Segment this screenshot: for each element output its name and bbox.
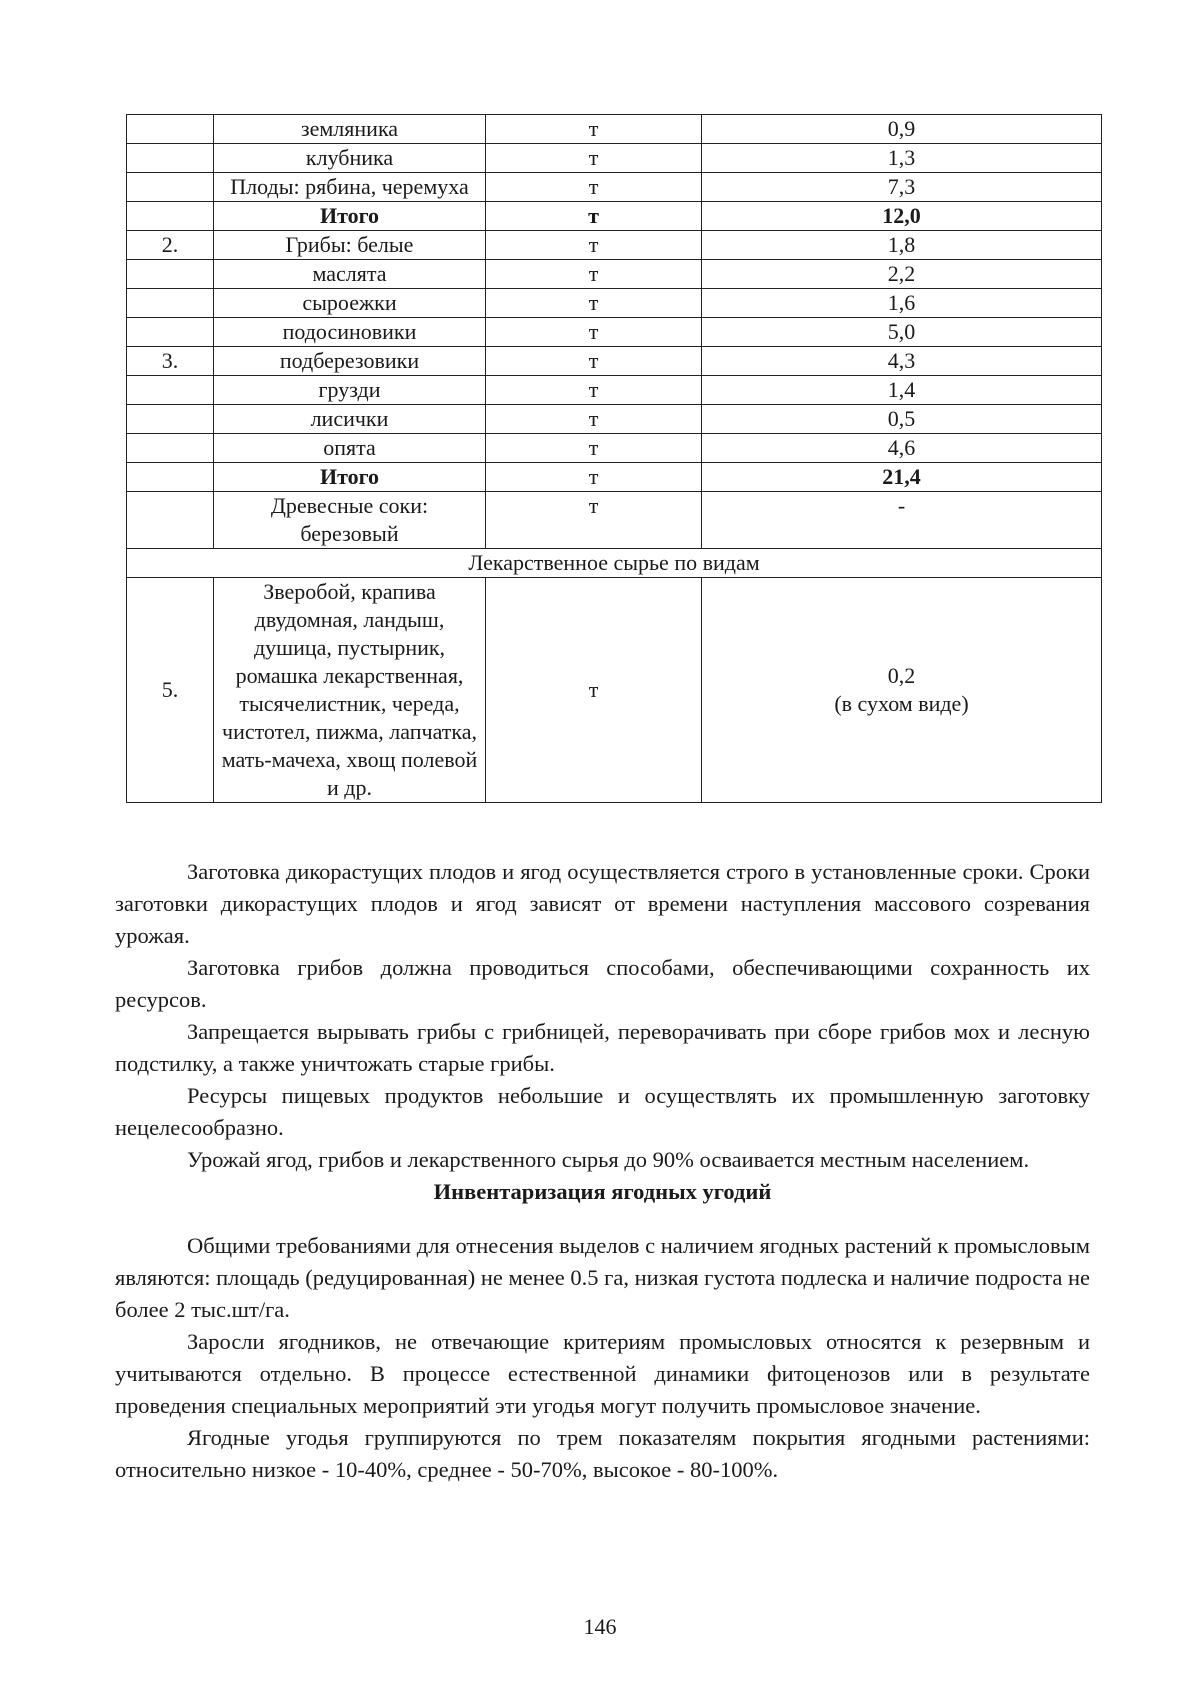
row-number xyxy=(127,115,214,144)
value: 21,4 xyxy=(702,463,1102,492)
table-row-total xyxy=(127,463,1102,492)
resource-name: Грибы: белые xyxy=(214,231,486,260)
table-row xyxy=(127,434,1102,463)
value: 5,0 xyxy=(702,318,1102,347)
page-number: 146 xyxy=(583,1614,617,1639)
paragraph: Заготовка дикорастущих плодов и ягод осуществляется строго в установленные сроки. Сроки заготовки дикорастущих плодов и ягод зависят от времени наступления массового созревания урожая. xyxy=(115,859,1090,948)
unit: т xyxy=(486,463,702,492)
table-row xyxy=(127,260,1102,289)
row-number xyxy=(127,318,214,347)
row-number xyxy=(127,202,214,231)
section-header: Лекарственное сырье по видам xyxy=(127,549,1102,578)
unit: т xyxy=(486,434,702,463)
row-number xyxy=(127,463,214,492)
value: 7,3 xyxy=(702,173,1102,202)
row-number xyxy=(127,492,214,549)
row-number: 5. xyxy=(127,578,214,803)
table-row xyxy=(127,289,1102,318)
table-row xyxy=(127,405,1102,434)
paragraph: Заросли ягодников, не отвечающие критериям промысловых относятся к резервным и учитываются отдельно. В процессе естественной динамики фитоценозов или в результате проведения специальных мероприятий эти угодья могут получить промысловое значение. xyxy=(115,1329,1090,1418)
value: 0,5 xyxy=(702,405,1102,434)
value: 4,3 xyxy=(702,347,1102,376)
value xyxy=(702,578,1102,803)
paragraph: Ресурсы пищевых продуктов небольшие и осуществлять их промышленную заготовку нецелесообразно. xyxy=(115,1083,1090,1140)
value-note: (в сухом виде) xyxy=(834,691,969,716)
paragraph: Запрещается вырывать грибы с грибницей, переворачивать при сборе грибов мох и лесную подстилку, а также уничтожать старые грибы. xyxy=(115,1019,1090,1076)
table-row xyxy=(127,144,1102,173)
row-number xyxy=(127,405,214,434)
resource-name: Зверобой, крапива двудомная, ландыш, душица, пустырник, ромашка лекарственная, тысячелистник, череда, чистотел, пижма, лапчатка, мать-мачеха, хвощ полевой и др. xyxy=(214,578,486,803)
value: 1,4 xyxy=(702,376,1102,405)
paragraph: Общими требованиями для отнесения выделов с наличием ягодных растений к промысловым являются: площадь (редуцированная) не менее 0.5 га, низкая густота подлеска и наличие подроста не более 2 тыс.шт/га. xyxy=(115,1233,1090,1322)
unit: т xyxy=(486,347,702,376)
unit: т xyxy=(486,115,702,144)
resource-name: Древесные соки: березовый xyxy=(214,492,486,549)
table-row-medicinal xyxy=(127,578,1102,803)
resources-table xyxy=(126,114,1102,803)
resource-name: подосиновики xyxy=(214,318,486,347)
unit: т xyxy=(486,260,702,289)
resource-name: лисички xyxy=(214,405,486,434)
resource-name: Итого xyxy=(214,202,486,231)
body-text xyxy=(115,856,1090,1486)
value: 1,8 xyxy=(702,231,1102,260)
value: 0,9 xyxy=(702,115,1102,144)
unit: т xyxy=(486,173,702,202)
resource-name: Итого xyxy=(214,463,486,492)
row-number xyxy=(127,289,214,318)
value: 4,6 xyxy=(702,434,1102,463)
unit: т xyxy=(486,289,702,318)
paragraph: Заготовка грибов должна проводиться способами, обеспечивающими сохранность их ресурсов. xyxy=(115,955,1090,1012)
section-heading: Инвентаризация ягодных угодий xyxy=(433,1179,772,1204)
unit: т xyxy=(486,405,702,434)
unit: т xyxy=(486,376,702,405)
row-number xyxy=(127,434,214,463)
row-number xyxy=(127,376,214,405)
paragraph: Урожай ягод, грибов и лекарственного сырья до 90% осваивается местным населением. xyxy=(187,1147,1030,1172)
row-number: 3. xyxy=(127,347,214,376)
table-row xyxy=(127,115,1102,144)
resources-table-wrapper xyxy=(126,114,1101,803)
value: 2,2 xyxy=(702,260,1102,289)
resource-name: опята xyxy=(214,434,486,463)
resource-name: маслята xyxy=(214,260,486,289)
resource-name: Плоды: рябина, черемуха xyxy=(214,173,486,202)
table-row xyxy=(127,173,1102,202)
unit: т xyxy=(486,144,702,173)
row-number xyxy=(127,144,214,173)
resource-name: подберезовики xyxy=(214,347,486,376)
resource-name: грузди xyxy=(214,376,486,405)
table-row xyxy=(127,231,1102,260)
table-section-header-row xyxy=(127,549,1102,578)
value: 1,3 xyxy=(702,144,1102,173)
table-row xyxy=(127,376,1102,405)
row-number xyxy=(127,173,214,202)
resource-name: сыроежки xyxy=(214,289,486,318)
unit: т xyxy=(486,202,702,231)
paragraph: Ягодные угодья группируются по трем показателям покрытия ягодными растениями: относительно низкое - 10-40%, среднее - 50-70%, высокое - 80-100%. xyxy=(115,1425,1090,1482)
table-row xyxy=(127,347,1102,376)
row-number xyxy=(127,260,214,289)
resource-name: земляника xyxy=(214,115,486,144)
table-row-total xyxy=(127,202,1102,231)
value: 12,0 xyxy=(702,202,1102,231)
unit: т xyxy=(486,318,702,347)
table-row xyxy=(127,318,1102,347)
value: - xyxy=(702,492,1102,549)
unit: т xyxy=(486,492,702,549)
value: 1,6 xyxy=(702,289,1102,318)
row-number: 2. xyxy=(127,231,214,260)
unit: т xyxy=(486,231,702,260)
value-amount: 0,2 xyxy=(887,663,916,688)
unit: т xyxy=(486,578,702,803)
table-row xyxy=(127,492,1102,549)
resource-name: клубника xyxy=(214,144,486,173)
